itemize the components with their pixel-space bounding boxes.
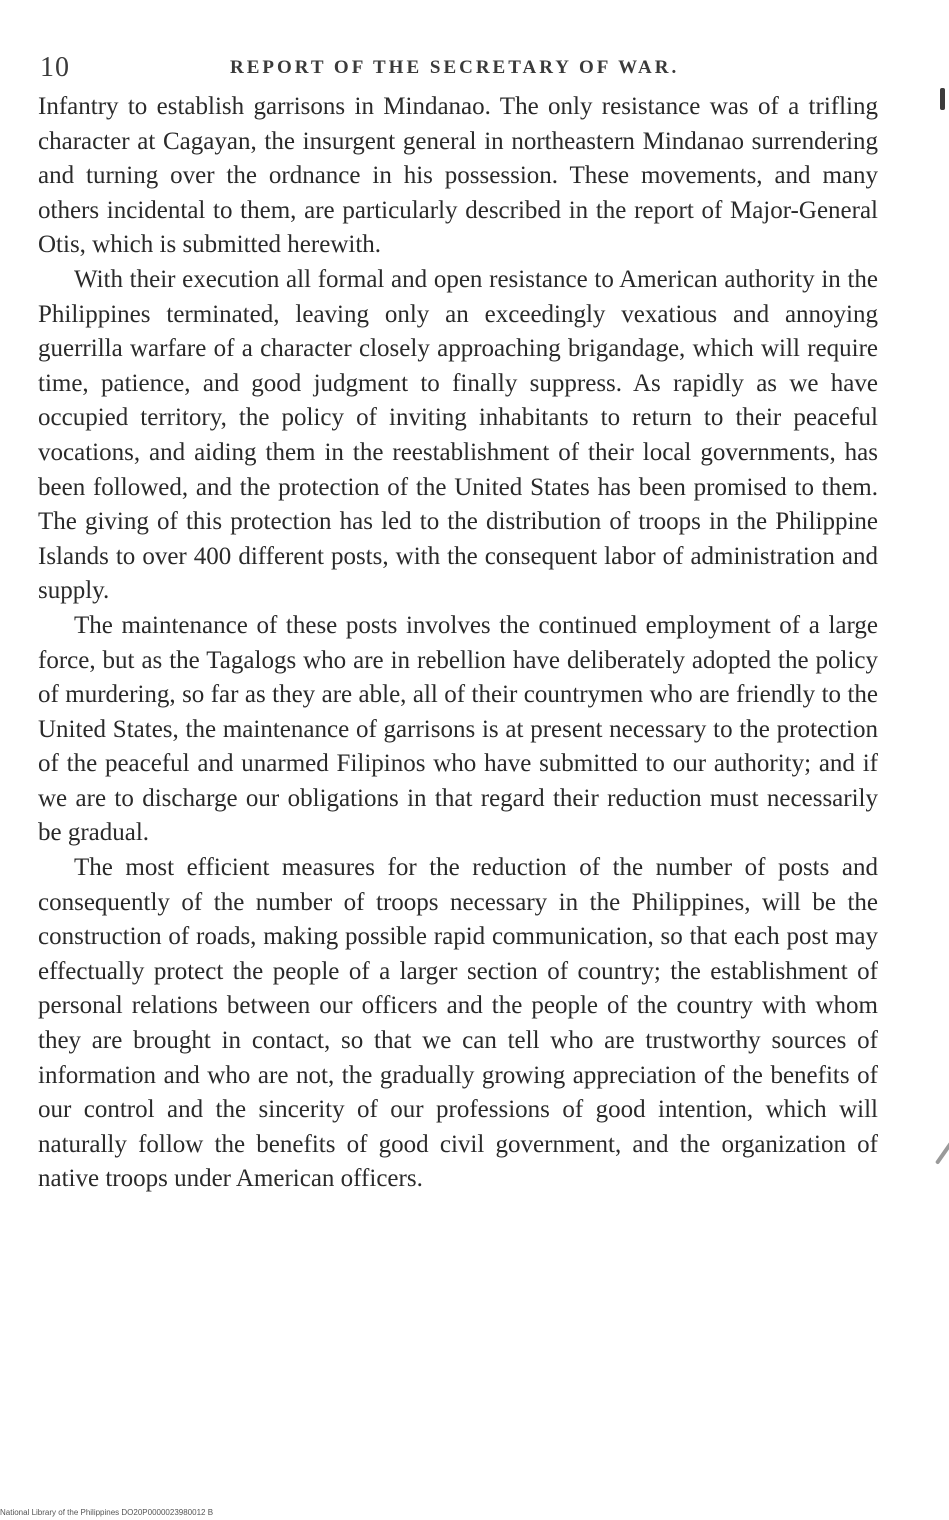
- scan-edge-mark: [935, 1141, 949, 1165]
- page-header: [40, 48, 880, 88]
- running-head: REPORT OF THE SECRETARY OF WAR.: [230, 57, 680, 78]
- body-text: [38, 90, 878, 1197]
- paragraph-4: The most efficient measures for the reduction of the number of posts and consequently of the number of troops necessary in the Philippines, will be the construction of roads, making possible rapid communication, so that each post may effectually protect the people of a larger section of country; the establishment of personal relations between our officers and the people of the country with whom they are brought in contact, so that we can tell who are trustworthy sources of information and who are not, the gradually growing appreciation of the benefits of our control and the sincerity of our professions of good intention, which will naturally follow the benefits of good civil government, and the organization of native troops under American officers.: [38, 854, 878, 1193]
- page-number: 10: [40, 52, 70, 83]
- scan-edge-mark: [940, 88, 945, 110]
- paragraph-3: The maintenance of these posts involves the continued employment of a large force, but as the Tagalogs who are in rebellion have deliberately adopted the policy of murdering, so far as they are able, all of their countrymen who are friendly to the United States, the maintenance of garrisons is at present necessary to the protection of the peaceful and unarmed Filipinos who have submitted to our authority; and if we are to discharge our obligations in that regard their reduction must necessarily be gradual.: [38, 611, 878, 847]
- library-stamp: National Library of the Philippines DO20P0000023980012 B: [0, 1508, 214, 1517]
- paragraph-1: Infantry to establish garrisons in Mindanao. The only resistance was of a trifling character at Cagayan, the insurgent general in northeastern Mindanao surrendering and turning over the ordnance in his possession. These movements, and many others incidental to them, are particularly described in the report of Major-General Otis, which is submitted herewith.: [38, 93, 878, 259]
- paragraph-2: With their execution all formal and open resistance to American authority in the Philippines terminated, leaving only an exceedingly vexatious and annoying guerrilla warfare of a character closely approaching brigandage, which will require time, patience, and good judgment to finally suppress. As rapidly as we have occupied territory, the policy of inviting inhabitants to return to their peaceful vocations, and aiding them in the reestablishment of their local governments, has been followed, and the protection of the United States has been promised to them. The giving of this protection has led to the distribution of troops in the Philippine Islands to over 400 different posts, with the consequent labor of administration and supply.: [38, 265, 878, 605]
